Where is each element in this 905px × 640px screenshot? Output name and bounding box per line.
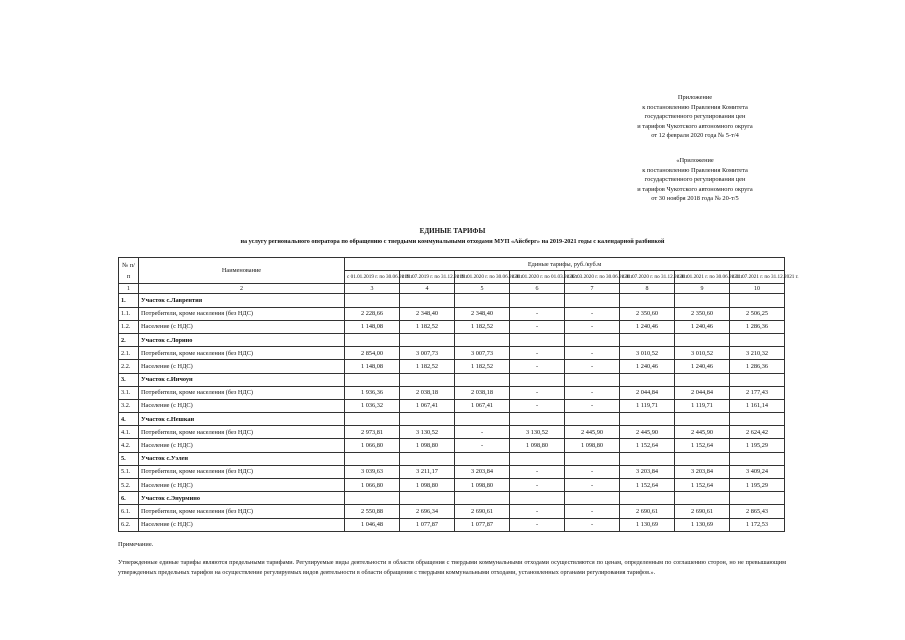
section-row [119,492,785,505]
tariff-value: 1 119,71 [620,399,675,412]
tariff-value: - [565,360,620,373]
header-period: с 01.01.2020 г. по 30.06.2020 г. [455,271,510,284]
header-number: № п/п [119,258,139,284]
tariff-value: 2 348,40 [455,307,510,320]
table-row [119,320,785,333]
tariff-value: 1 152,64 [620,479,675,492]
row-number: 6.2. [119,518,139,531]
tariff-value: - [510,347,565,360]
empty-cell [620,294,675,307]
empty-cell [675,294,730,307]
tariff-value: 1 077,87 [455,518,510,531]
empty-cell [730,413,785,426]
tariff-value: - [565,386,620,399]
tariff-value: 3 130,52 [510,426,565,439]
tariff-value: 2 445,90 [620,426,675,439]
tariff-value: 1 130,69 [620,518,675,531]
tariff-value: - [565,479,620,492]
tariff-value: 1 098,80 [400,479,455,492]
tariff-value: 1 286,36 [730,320,785,333]
section-number: 3. [119,373,139,386]
empty-cell [510,452,565,465]
tariff-value: 3 007,73 [455,347,510,360]
header-name: Наименование [139,258,345,284]
tariff-value: - [510,307,565,320]
column-number: 6 [510,284,565,294]
row-number: 4.2. [119,439,139,452]
tariff-value: 1 195,29 [730,439,785,452]
tariff-value: 1 240,46 [620,360,675,373]
header-period: с 01.07.2020 г. по 31.12.2020 г. [620,271,675,284]
empty-cell [620,333,675,346]
row-number: 1.1. [119,307,139,320]
appendix-header-original [600,156,790,204]
tariff-value: - [510,505,565,518]
tariff-value: 2 445,90 [565,426,620,439]
empty-cell [565,294,620,307]
row-name: Потребители, кроме населения (без НДС) [139,465,345,478]
tariff-value: 1 182,52 [400,320,455,333]
row-name: Потребители, кроме населения (без НДС) [139,386,345,399]
empty-cell [620,373,675,386]
table-row [119,439,785,452]
section-number: 1. [119,294,139,307]
empty-cell [400,452,455,465]
table-row [119,505,785,518]
empty-cell [400,413,455,426]
row-name: Население (с НДС) [139,360,345,373]
tariff-value: - [565,307,620,320]
tariff-value: - [565,505,620,518]
appendix-line: Приложение [677,94,713,101]
tariff-value: 2 550,88 [345,505,400,518]
empty-cell [565,452,620,465]
empty-cell [620,492,675,505]
tariff-value: 2 506,25 [730,307,785,320]
tariff-value: 3 409,24 [730,465,785,478]
tariff-value: 1 067,41 [400,399,455,412]
tariff-value: 1 046,48 [345,518,400,531]
row-number: 2.1. [119,347,139,360]
row-name: Население (с НДС) [139,320,345,333]
empty-cell [675,333,730,346]
empty-cell [510,294,565,307]
tariff-value: 1 152,64 [675,439,730,452]
empty-cell [620,452,675,465]
tariff-value: - [455,439,510,452]
empty-cell [455,413,510,426]
section-row [119,294,785,307]
tariff-value: 1 148,08 [345,360,400,373]
header-period: с 01.01.2020 г. по 01.03.2020 г. [510,271,565,284]
tariff-value: 2 038,18 [400,386,455,399]
row-number: 5.1. [119,465,139,478]
tariff-value: 1 240,46 [675,320,730,333]
row-name: Потребители, кроме населения (без НДС) [139,426,345,439]
table-row [119,518,785,531]
tariff-value: - [510,399,565,412]
tariff-value: 1 182,52 [400,360,455,373]
tariff-value: - [565,320,620,333]
tariff-value: 2 973,81 [345,426,400,439]
tariff-value: - [565,518,620,531]
row-number: 4.1. [119,426,139,439]
header-period: с 01.01.2021 г. по 30.06.2021 г. [675,271,730,284]
section-name: Участок с.Инчоун [139,373,345,386]
empty-cell [455,294,510,307]
empty-cell [455,492,510,505]
tariff-value: 3 007,73 [400,347,455,360]
tariff-value: 3 010,52 [675,347,730,360]
appendix-line: и тарифов Чукотского автономного округа [637,122,753,130]
tariff-value: 1 036,32 [345,399,400,412]
table-row [119,307,785,320]
tariff-value: 2 690,61 [675,505,730,518]
tariff-value: 2 854,00 [345,347,400,360]
empty-cell [730,452,785,465]
section-name: Участок с.Лорино [139,333,345,346]
tariff-value: 1 161,14 [730,399,785,412]
tariff-value: 3 203,84 [675,465,730,478]
tariff-value: 1 240,46 [620,320,675,333]
table-row [119,347,785,360]
tariff-value: - [510,386,565,399]
tariff-value: 3 210,32 [730,347,785,360]
appendix-line: к постановлению Правления Комитета [642,103,748,111]
tariff-value: 2 624,42 [730,426,785,439]
tariff-value: 1 195,29 [730,479,785,492]
empty-cell [345,452,400,465]
section-name: Участок с.Лаврентия [139,294,345,307]
tariff-value: 1 286,36 [730,360,785,373]
row-name: Население (с НДС) [139,518,345,531]
empty-cell [675,413,730,426]
empty-cell [510,413,565,426]
header-period: с 01.07.2021 г. по 31.12.2021 г. [730,271,785,284]
tariff-value: 1 130,69 [675,518,730,531]
row-name: Потребители, кроме населения (без НДС) [139,505,345,518]
empty-cell [730,294,785,307]
tariff-value: - [510,479,565,492]
tariff-value: 2 445,90 [675,426,730,439]
tariff-value: 1 936,36 [345,386,400,399]
header-period: с 01.07.2019 г. по 31.12.2019 г. [400,271,455,284]
tariff-value: 3 130,52 [400,426,455,439]
tariff-value: 2 348,40 [400,307,455,320]
tariff-value: - [565,399,620,412]
header-period: с 01.01.2019 г. по 30.06.2019 г. [345,271,400,284]
row-name: Потребители, кроме населения (без НДС) [139,307,345,320]
row-number: 1.2. [119,320,139,333]
tariff-value: 2 177,43 [730,386,785,399]
header-tariffs-group: Единые тарифы, руб./куб.м [345,258,785,271]
tariff-value: 1 152,64 [675,479,730,492]
table-row [119,426,785,439]
empty-cell [400,373,455,386]
document-title: ЕДИНЫЕ ТАРИФЫ [419,227,486,235]
column-number: 10 [730,284,785,294]
column-number: 8 [620,284,675,294]
empty-cell [730,333,785,346]
tariff-value: 2 228,66 [345,307,400,320]
tariff-value: 1 240,46 [675,360,730,373]
section-name: Участок с.Уэлен [139,452,345,465]
tariff-value: 2 865,43 [730,505,785,518]
tariff-value: 1 098,80 [400,439,455,452]
tariff-value: - [510,465,565,478]
section-number: 6. [119,492,139,505]
appendix-line: от 30 ноября 2018 года № 20-т/5 [651,195,739,202]
tariff-value: 1 098,80 [510,439,565,452]
column-number: 3 [345,284,400,294]
tariff-value: - [565,347,620,360]
column-number: 4 [400,284,455,294]
empty-cell [620,413,675,426]
appendix-line: и тарифов Чукотского автономного округа [637,185,753,193]
row-name: Население (с НДС) [139,399,345,412]
section-row [119,333,785,346]
section-number: 5. [119,452,139,465]
column-number: 2 [139,284,345,294]
section-name: Участок с.Энурмино [139,492,345,505]
row-number: 3.1. [119,386,139,399]
empty-cell [455,373,510,386]
empty-cell [730,492,785,505]
tariff-value: 2 350,60 [620,307,675,320]
tariff-value: - [510,518,565,531]
table-body [119,284,785,531]
tariff-value: 3 039,63 [345,465,400,478]
appendix-line: государственного регулирования цен [644,176,746,183]
empty-cell [565,413,620,426]
column-number-row [119,284,785,294]
tariff-value: 2 044,84 [675,386,730,399]
tariff-value: 1 077,87 [400,518,455,531]
empty-cell [675,452,730,465]
tariff-value: 3 203,84 [455,465,510,478]
empty-cell [400,294,455,307]
row-name: Потребители, кроме населения (без НДС) [139,347,345,360]
tariff-value: 3 010,52 [620,347,675,360]
empty-cell [565,492,620,505]
appendix-line: «Приложение [676,157,714,164]
tariff-value: 3 203,84 [620,465,675,478]
empty-cell [455,452,510,465]
tariff-value: 2 350,60 [675,307,730,320]
appendix-line: государственного регулирования цен [644,113,746,120]
tariff-value: 1 182,52 [455,320,510,333]
tariff-value: 1 152,64 [620,439,675,452]
table-row [119,360,785,373]
tariff-value: 2 690,61 [620,505,675,518]
empty-cell [510,333,565,346]
section-row [119,373,785,386]
empty-cell [510,373,565,386]
empty-cell [510,492,565,505]
tariff-value: 2 044,84 [620,386,675,399]
empty-cell [675,492,730,505]
note-title: Примечание. [118,541,154,548]
note-text: Утвержденные единые тарифы являются предельными тарифами. Регулируемые виды деятельности в области обращения с твердыми коммунальными отходами осуществляются по ценам, определенным по соглашению сторон, но не превышающим утвержденных предельных тарифов на осуществление регулируемых видов деятельности в области обращения с твердыми коммунальными отходами, установленных органами регулирования тарифов.». [118,559,786,576]
empty-cell [345,333,400,346]
appendix-header [600,93,790,141]
table-row [119,399,785,412]
section-name: Участок с.Нешкан [139,413,345,426]
column-number: 1 [119,284,139,294]
empty-cell [400,492,455,505]
tariff-value: 1 172,53 [730,518,785,531]
table-row [119,465,785,478]
empty-cell [400,333,455,346]
empty-cell [345,492,400,505]
row-name: Население (с НДС) [139,479,345,492]
tariff-value: 2 690,61 [455,505,510,518]
header-period: с 02.03.2020 г. по 30.06.2020 г. [565,271,620,284]
tariff-value: 2 696,34 [400,505,455,518]
row-number: 6.1. [119,505,139,518]
tariff-value: 3 211,17 [400,465,455,478]
tariff-value: - [565,465,620,478]
empty-cell [675,373,730,386]
tariff-value: - [455,426,510,439]
tariff-value: - [510,320,565,333]
row-number: 3.2. [119,399,139,412]
section-number: 4. [119,413,139,426]
tariff-value: 1 119,71 [675,399,730,412]
section-row [119,452,785,465]
appendix-line: от 12 февраля 2020 года № 5-т/4 [651,132,739,139]
empty-cell [345,373,400,386]
empty-cell [730,373,785,386]
appendix-line: к постановлению Правления Комитета [642,166,748,174]
tariff-value: 1 067,41 [455,399,510,412]
column-number: 7 [565,284,620,294]
tariff-value: 1 098,80 [455,479,510,492]
empty-cell [455,333,510,346]
row-name: Население (с НДС) [139,439,345,452]
table-row [119,479,785,492]
section-number: 2. [119,333,139,346]
tariff-value: 1 148,08 [345,320,400,333]
empty-cell [345,294,400,307]
column-number: 5 [455,284,510,294]
tariff-table [118,257,799,532]
tariff-value: 2 038,18 [455,386,510,399]
section-row [119,413,785,426]
tariff-value: - [510,360,565,373]
tariff-value: 1 182,52 [455,360,510,373]
document-subtitle: на услугу регионального оператора по обращению с твердыми коммунальными отходами МУП «Айсберг» на 2019-2021 годы с календарной разбивкой [240,238,665,245]
column-number: 9 [675,284,730,294]
empty-cell [565,333,620,346]
empty-cell [345,413,400,426]
tariff-value: 1 066,80 [345,439,400,452]
tariff-value: 1 098,80 [565,439,620,452]
row-number: 5.2. [119,479,139,492]
row-number: 2.2. [119,360,139,373]
tariff-value: 1 066,80 [345,479,400,492]
empty-cell [565,373,620,386]
table-row [119,386,785,399]
